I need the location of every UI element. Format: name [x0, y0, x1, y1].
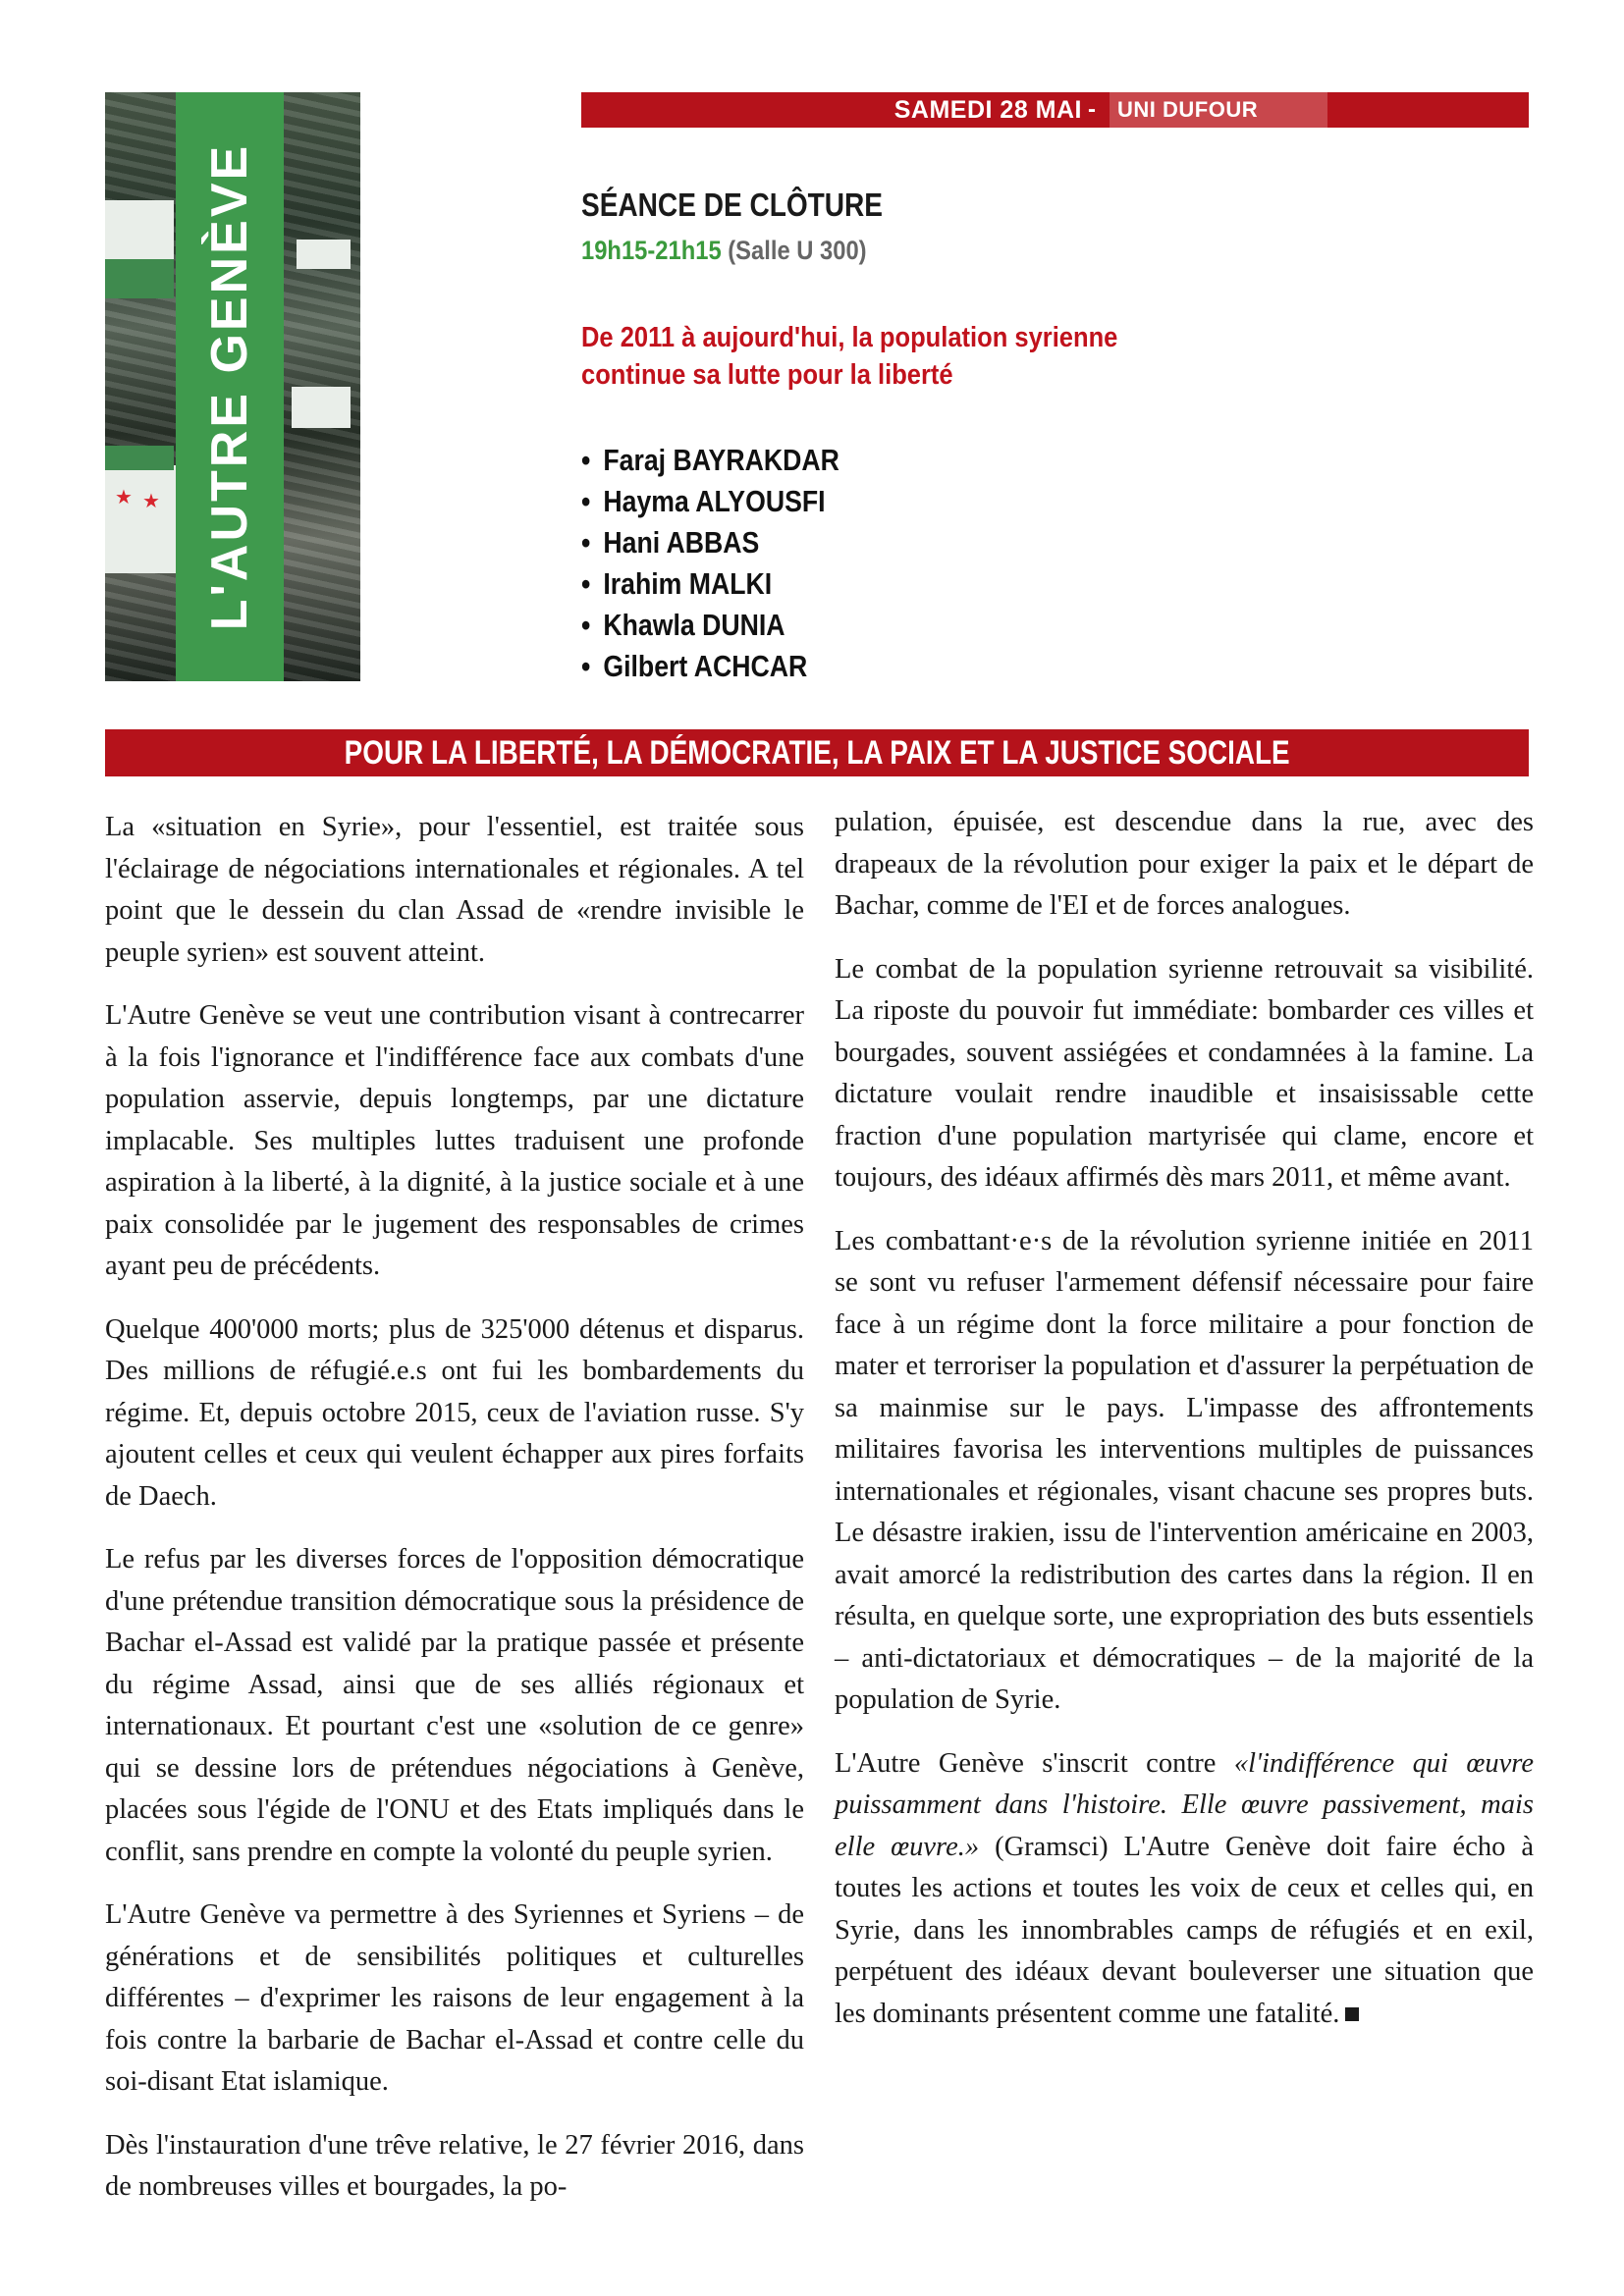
- flag-shape: [105, 465, 184, 573]
- flag-shape: [297, 240, 351, 269]
- article-paragraph: La «situation en Syrie», pour l'essentiel, est traitée sous l'éclairage de négociations internationales et régionales. A tel point que le dessein du clan Assad de «rendre invisible le peuple syrien» est souvent atteint.: [105, 812, 804, 968]
- article-paragraph: Le combat de la population syrienne retrouvait sa visibilité. La riposte du pouvoir fut immédiate: bombarder ces villes et bourgades, souvent assiégées et condamnées à la famine. La dictature voulait rendre inaudible et insaisissable cette fraction d'une population martyrisée qui clame, encore et toujours, des idéaux affirmés dès mars 2011, et même avant.: [835, 953, 1534, 1193]
- speaker-item: [581, 481, 839, 522]
- slogan-banner: [105, 729, 1529, 776]
- flag-shape: [105, 200, 174, 259]
- speaker-item: [581, 563, 839, 605]
- speaker-name: Gilbert ACHCAR: [603, 649, 808, 683]
- bullet-icon: •: [581, 566, 591, 601]
- flag-shape: [105, 446, 174, 470]
- bullet-icon: •: [581, 525, 591, 560]
- session-title: SÉANCE DE CLÔTURE: [581, 187, 884, 223]
- article-paragraph: L'Autre Genève va permettre à des Syriennes et Syriens – de générations et de sensibilités politiques et culturelles différentes – d'exprimer les raisons de leur engagement à la fois contre la barbarie de Bachar el-Assad et contre celle du soi-disant Etat islamique.: [105, 1899, 804, 2097]
- article-paragraph: Dès l'instauration d'une trêve relative, le 27 février 2016, dans de nombreuses villes et bourgades, la po-: [105, 2129, 804, 2202]
- article-column-right: [835, 802, 1534, 2056]
- star-icon: ★: [115, 485, 133, 508]
- session-subtitle: [581, 319, 1238, 394]
- event-venue: UNI DUFOUR: [1110, 92, 1327, 128]
- speaker-item: [581, 440, 839, 481]
- article-closing-paragraph: [835, 1743, 1534, 2036]
- gramsci-quote: «l'indifférence qui œuvre puissamment dans l'histoire. Elle œuvre passivement, mais elle œuvre.»: [835, 1747, 1534, 1862]
- article-column-left: [105, 807, 804, 2230]
- star-icon: ★: [142, 489, 160, 512]
- event-photo: [105, 92, 360, 681]
- speaker-item: [581, 605, 839, 646]
- article-paragraph: Quelque 400'000 morts; plus de 325'000 détenus et disparus. Des millions de réfugié.e.s ont fui les bombardements du régime. Et, depuis octobre 2015, ceux de l'aviation russe. S'y ajoutent celles et ceux qui veulent échapper aux pires forfaits de Daech.: [105, 1313, 804, 1512]
- bullet-icon: •: [581, 484, 591, 518]
- flag-shape: [292, 387, 351, 428]
- vertical-title: L'AUTRE GENÈVE: [201, 142, 259, 631]
- article-paragraph: pulation, épuisée, est descendue dans la rue, avec des drapeaux de la révolution pour exiger la paix et le départ de Bachar, comme de l'EI et de forces analogues.: [835, 807, 1534, 921]
- speaker-name: Hayma ALYOUSFI: [603, 484, 826, 518]
- date-bar: [581, 92, 1529, 128]
- bullet-icon: •: [581, 649, 591, 683]
- article-paragraph: Les combattant·e·s de la révolution syrienne initiée en 2011 se sont vu refuser l'armement défensif nécessaire pour faire face à un régime dont la force militaire a pour fonction de mater et terroriser la population et d'assurer la perpétuation de sa mainmise sur le pays. L'impasse des affrontements militaires favorisa les interventions multiples de puissances internationales et régionales, visant chacune ses propres buts. Le désastre irakien, issu de l'intervention américaine en 2003, avait amorcé la redistribution des cartes dans la région. Il en résulta, en quelque sorte, une expropriation des buts essentiels – anti-dictatoriaux et démocratiques – de la majorité de la population de Syrie.: [835, 1225, 1534, 1715]
- session-subtitle-line: continue sa lutte pour la liberté: [581, 359, 953, 391]
- session-time: 19h15-21h15: [581, 236, 722, 265]
- session-schedule: [581, 236, 867, 266]
- session-subtitle-line: De 2011 à aujourd'hui, la population syrienne: [581, 322, 1118, 353]
- closing-text: (Gramsci) L'Autre Genève doit faire écho à toutes les actions et toutes les voix de ceux et celles qui, en Syrie, dans les innombrables camps de réfugiés et en exil, perpétuent des idéaux devant bouleverser une situation que les dominants présentent comme une fatalité.: [835, 1831, 1534, 2029]
- slogan-text: POUR LA LIBERTÉ, LA DÉMOCRATIE, LA PAIX ET LA JUSTICE SOCIALE: [344, 734, 1290, 772]
- speaker-name: Khawla DUNIA: [603, 608, 785, 642]
- speaker-name: Irahim MALKI: [603, 566, 773, 601]
- end-mark-icon: [1345, 2007, 1359, 2021]
- speaker-item: [581, 646, 839, 687]
- article-paragraph: L'Autre Genève se veut une contribution visant à contrecarrer à la fois l'ignorance et l'indifférence face aux combats d'une population asservie, depuis longtemps, par une dictature implacable. Ses multiples luttes traduisent une profonde aspiration à la liberté, à la dignité, à la justice sociale et à une paix consolidée par le jugement des responsables de crimes ayant peu de précédents.: [105, 1000, 804, 1281]
- speaker-name: Faraj BAYRAKDAR: [603, 443, 839, 477]
- speaker-name: Hani ABBAS: [603, 525, 760, 560]
- article-paragraph: Le refus par les diverses forces de l'opposition démocratique d'une prétendue transition démocratique sous la présidence de Bachar el-Assad est validé par la pratique passée et présente du régime Assad, ainsi que de ses alliés régionaux et internationaux. Et pourtant c'est une «solution de ce genre» qui se dessine lors de prétendues négociations à Genève, placées sous l'égide de l'ONU et des Etats impliqués dans le conflit, sans prendre en compte la volonté du peuple syrien.: [105, 1544, 804, 1867]
- closing-text: L'Autre Genève s'inscrit contre: [835, 1747, 1234, 1779]
- flag-shape: [105, 259, 174, 298]
- speaker-item: [581, 522, 839, 563]
- bullet-icon: •: [581, 608, 591, 642]
- bullet-icon: •: [581, 443, 591, 477]
- session-room: (Salle U 300): [728, 236, 867, 265]
- date-separator: -: [1088, 96, 1096, 123]
- speaker-list: [581, 440, 839, 687]
- event-date: SAMEDI 28 MAI: [893, 96, 1082, 124]
